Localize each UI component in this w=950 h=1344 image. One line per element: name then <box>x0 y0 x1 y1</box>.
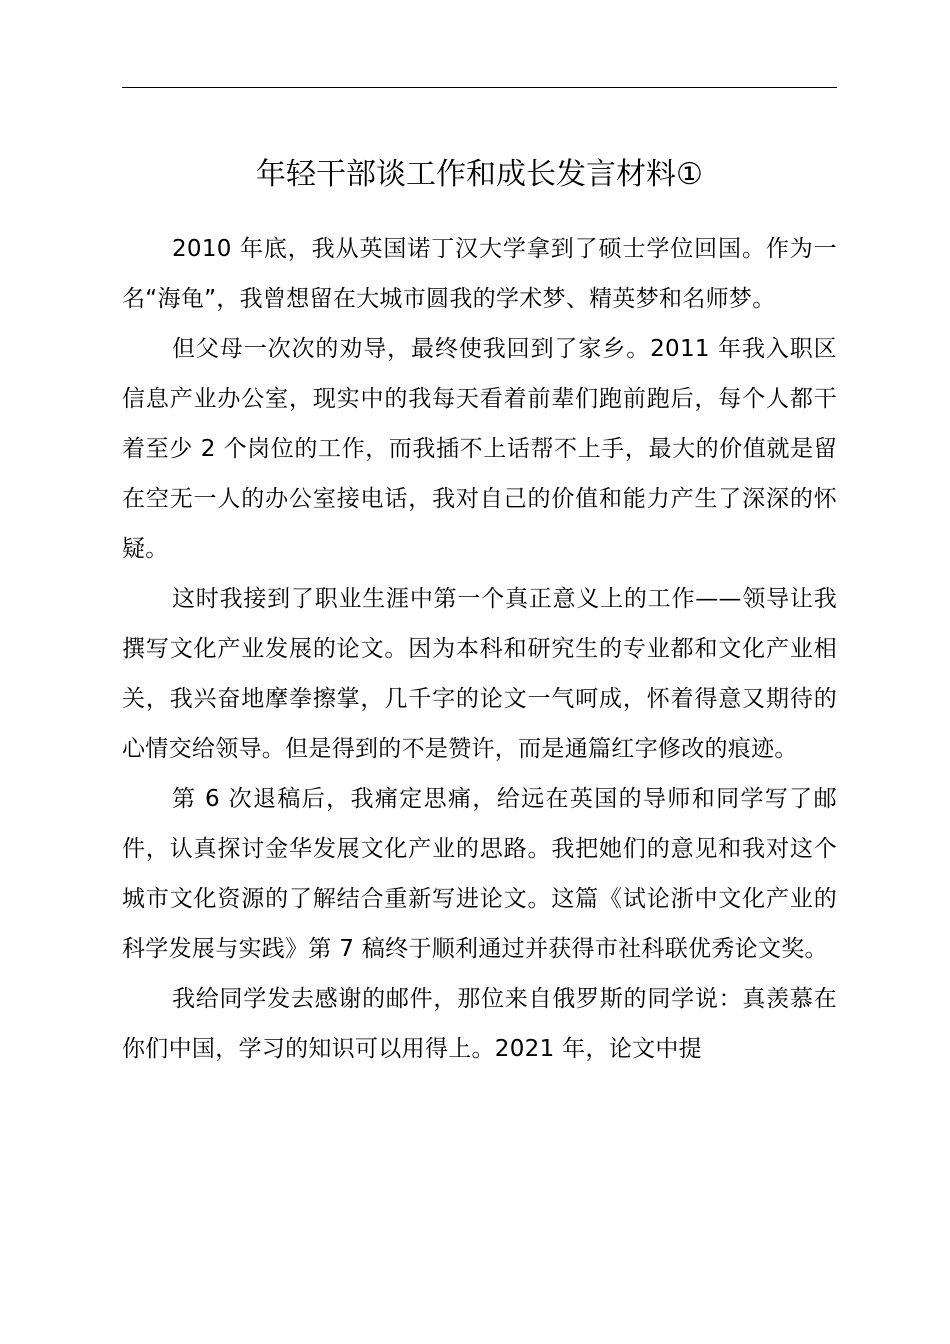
paragraph-3: 这时我接到了职业生涯中第一个真正意义上的工作——领导让我撰写文化产业发展的论文。因为本科和研究生的专业都和文化产业相关，我兴奋地摩拳擦掌，几千字的论文一气呵成，怀着得意又期待的心情交给领导。但是得到的不是赞许，而是通篇红字修改的痕迹。 <box>122 586 837 762</box>
document-body <box>122 224 837 1074</box>
paragraph-4: 第 6 次退稿后，我痛定思痛，给远在英国的导师和同学写了邮件，认真探讨金华发展文化产业的思路。我把她们的意见和我对这个城市文化资源的了解结合重新写进论文。这篇《试论浙中文化产业的科学发展与实践》第 7 稿终于顺利通过并获得市社科联优秀论文奖。 <box>122 786 837 962</box>
paragraph-2: 但父母一次次的劝导，最终使我回到了家乡。2011 年我入职区信息产业办公室，现实中的我每天看着前辈们跑前跑后，每个人都干着至少 2 个岗位的工作，而我插不上话帮不上手，最大的价值就是留在空无一人的办公室接电话，我对自己的价值和能力产生了深深的怀疑。 <box>122 336 837 562</box>
document-title: 年轻干部谈工作和成长发言材料① <box>256 157 703 192</box>
header-rule <box>122 87 837 88</box>
paragraph-1: 2010 年底，我从英国诺丁汉大学拿到了硕士学位回国。作为一名“海龟”，我曾想留在大城市圆我的学术梦、精英梦和名师梦。 <box>122 236 837 312</box>
paragraph-5: 我给同学发去感谢的邮件，那位来自俄罗斯的同学说：真羡慕在你们中国，学习的知识可以用得上。2021 年，论文中提 <box>122 986 837 1062</box>
